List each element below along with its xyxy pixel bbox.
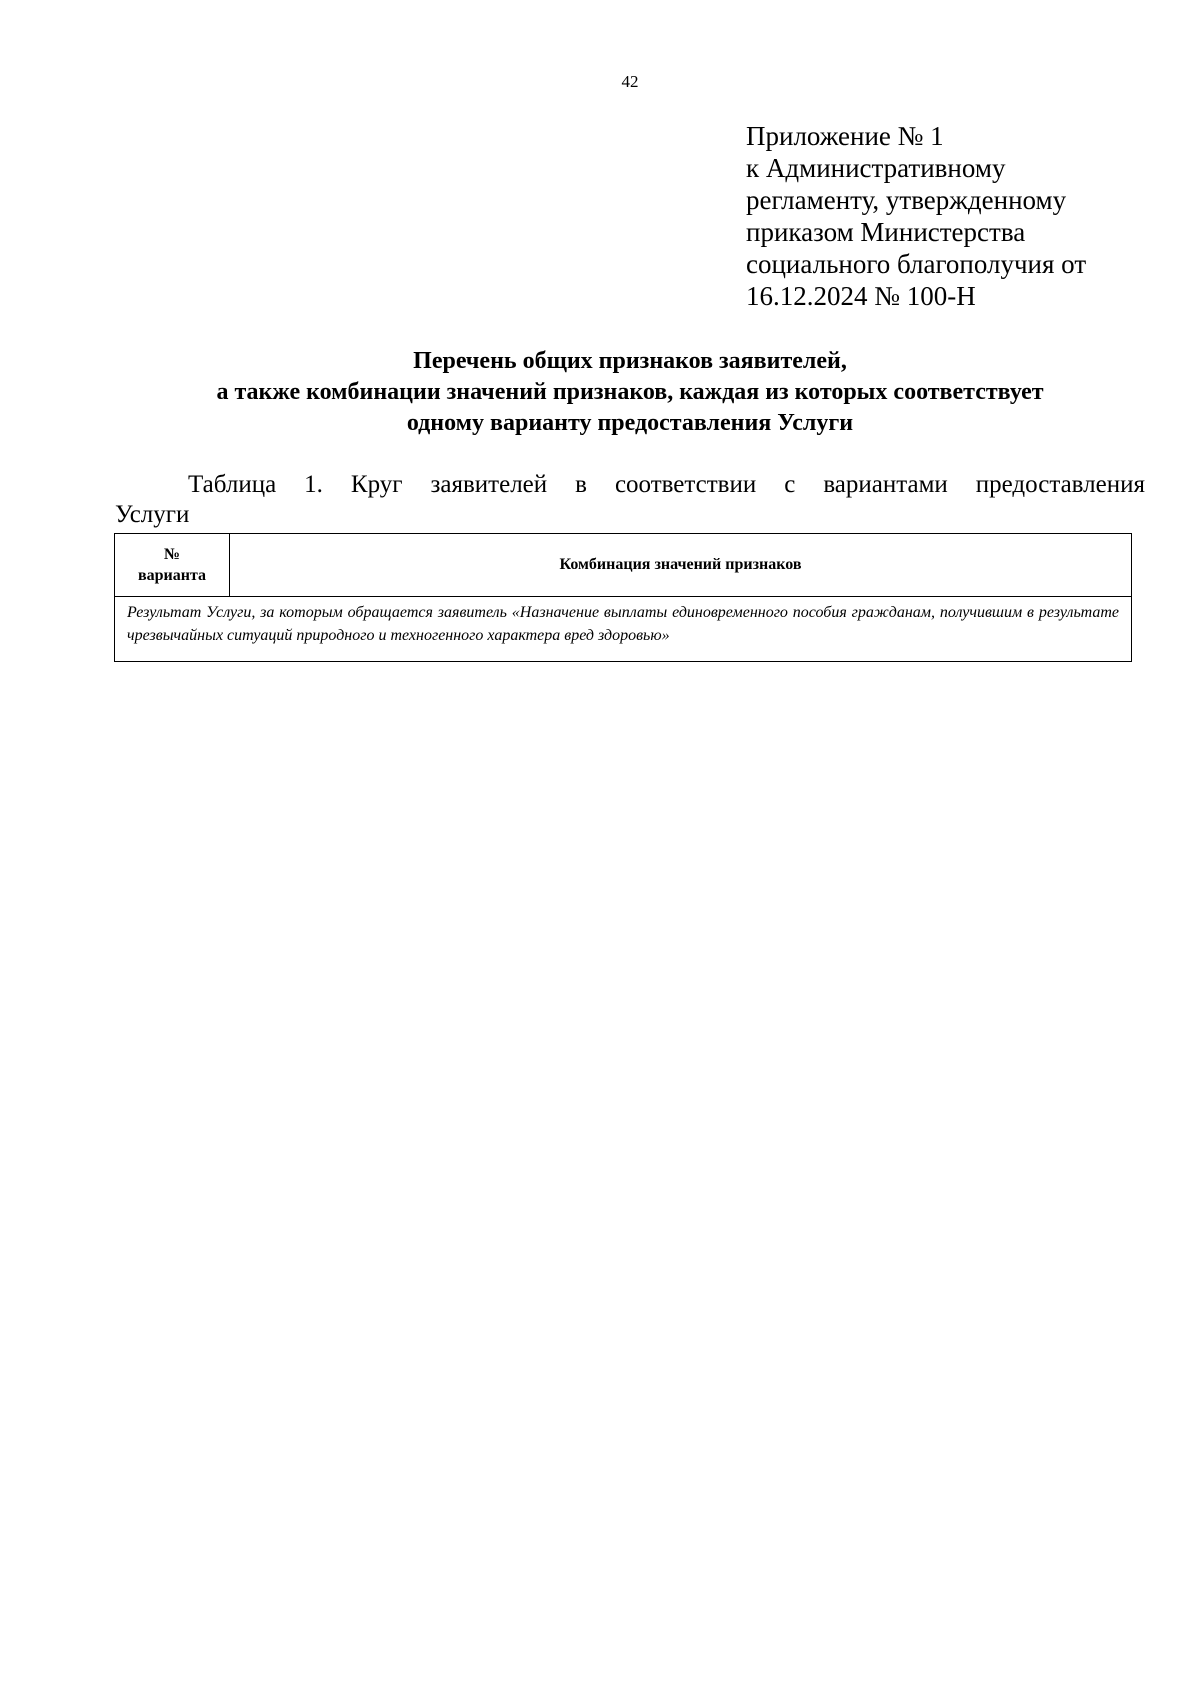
title-line: а также комбинации значений признаков, каждая из которых соответствует xyxy=(216,379,1044,405)
table-caption-line: Таблица 1. Круг заявителей в соответствии с вариантами предоставления xyxy=(188,471,1145,498)
applicants-table xyxy=(114,533,1132,662)
appendix-line: приказом Министерства xyxy=(746,217,1026,247)
title-line: Перечень общих признаков заявителей, xyxy=(413,348,847,374)
appendix-line: 16.12.2024 № 100-Н xyxy=(746,281,976,311)
page-number: 42 xyxy=(621,72,639,91)
header-num-symbol: № xyxy=(163,546,181,563)
title-line: одному варианту предоставления Услуги xyxy=(406,410,854,436)
appendix-line: к Административному xyxy=(746,153,1006,183)
applicants-table-wrapper xyxy=(114,533,1132,662)
header-num-label: варианта xyxy=(137,567,207,584)
service-result-cell: Результат Услуги, за которым обращается заявитель «Назначение выплаты единовременного пособия гражданам, получившим в результате чрезвычайных ситуаций природного и техногенного характера вред здоровью» xyxy=(115,597,1132,662)
table-caption-line: Услуги xyxy=(115,501,190,528)
table-row xyxy=(115,597,1132,662)
appendix-line: Приложение № 1 xyxy=(746,121,944,151)
appendix-block xyxy=(746,120,1166,312)
document-title xyxy=(115,346,1145,439)
appendix-line: регламенту, утвержденному xyxy=(746,185,1067,215)
header-combination: Комбинация значений признаков xyxy=(230,534,1132,597)
table-caption xyxy=(115,470,1145,530)
table-header-row xyxy=(115,534,1132,597)
header-variant-number xyxy=(115,534,230,597)
appendix-line: социального благополучия от xyxy=(746,249,1087,279)
